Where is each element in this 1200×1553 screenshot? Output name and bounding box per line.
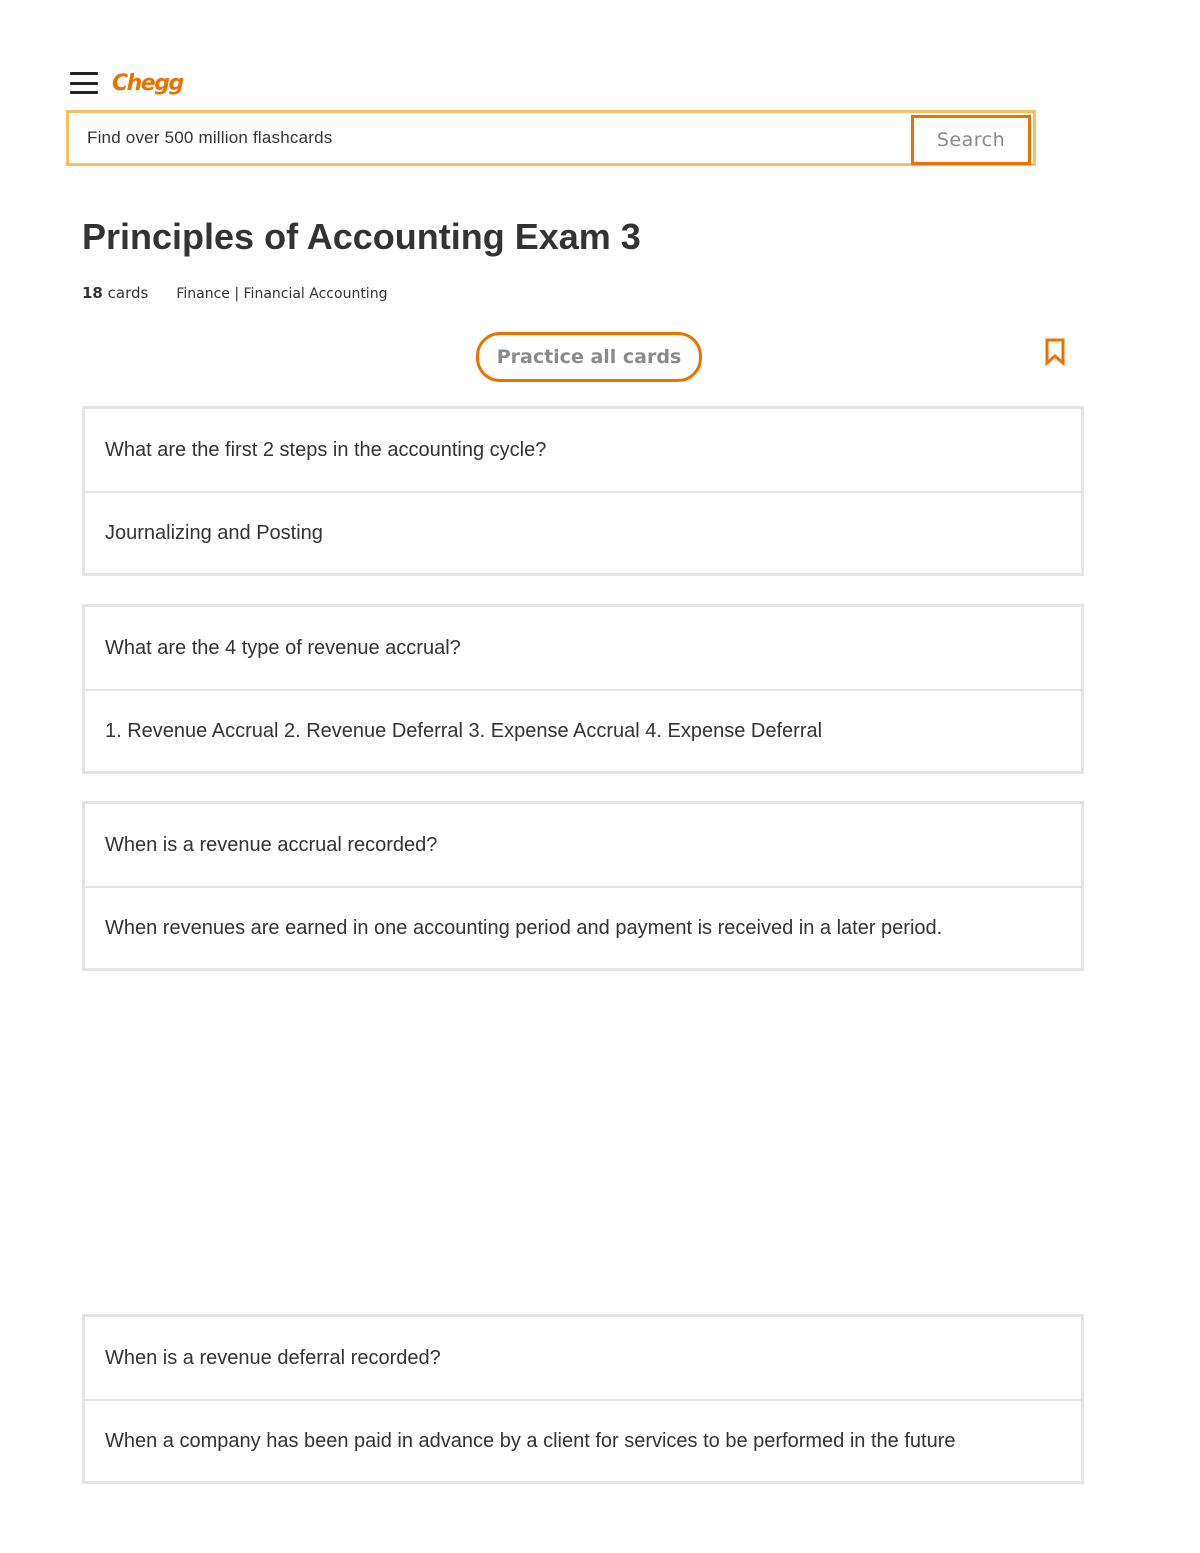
- flashcard[interactable]: [82, 406, 1084, 576]
- deck-category[interactable]: Finance | Financial Accounting: [176, 286, 388, 302]
- deck-meta: [82, 284, 387, 302]
- bookmark-icon[interactable]: [1044, 338, 1066, 366]
- flashcard-question: When is a revenue accrual recorded?: [105, 833, 438, 856]
- flashcard-answer: 1. Revenue Accrual 2. Revenue Deferral 3. Expense Accrual 4. Expense Deferral: [85, 689, 1081, 771]
- flashcard-question: When is a revenue deferral recorded?: [105, 1346, 441, 1369]
- flashcard[interactable]: [82, 604, 1084, 774]
- card-count-number: 18: [82, 284, 103, 302]
- page-title: Principles of Accounting Exam 3: [82, 216, 641, 257]
- card-count-label: cards: [107, 284, 149, 302]
- flashcard-question: What are the first 2 steps in the accounting cycle?: [105, 438, 547, 461]
- flashcard[interactable]: [82, 801, 1084, 971]
- flashcard-answer: When revenues are earned in one accounting period and payment is received in a later period.: [85, 886, 1081, 968]
- search-button[interactable]: Search: [911, 115, 1031, 165]
- flashcard-answer: When a company has been paid in advance by a client for services to be performed in the future: [85, 1399, 1081, 1481]
- chegg-logo[interactable]: Chegg: [112, 70, 183, 96]
- hamburger-menu-icon[interactable]: [70, 72, 98, 94]
- flashcard[interactable]: [82, 1314, 1084, 1484]
- search-input[interactable]: [87, 113, 907, 163]
- search-bar: [66, 110, 1036, 166]
- header: [70, 66, 183, 100]
- flashcard-question: What are the 4 type of revenue accrual?: [105, 636, 461, 659]
- practice-all-cards-button[interactable]: Practice all cards: [476, 332, 702, 382]
- flashcard-answer: Journalizing and Posting: [85, 491, 1081, 573]
- card-count: [82, 284, 148, 302]
